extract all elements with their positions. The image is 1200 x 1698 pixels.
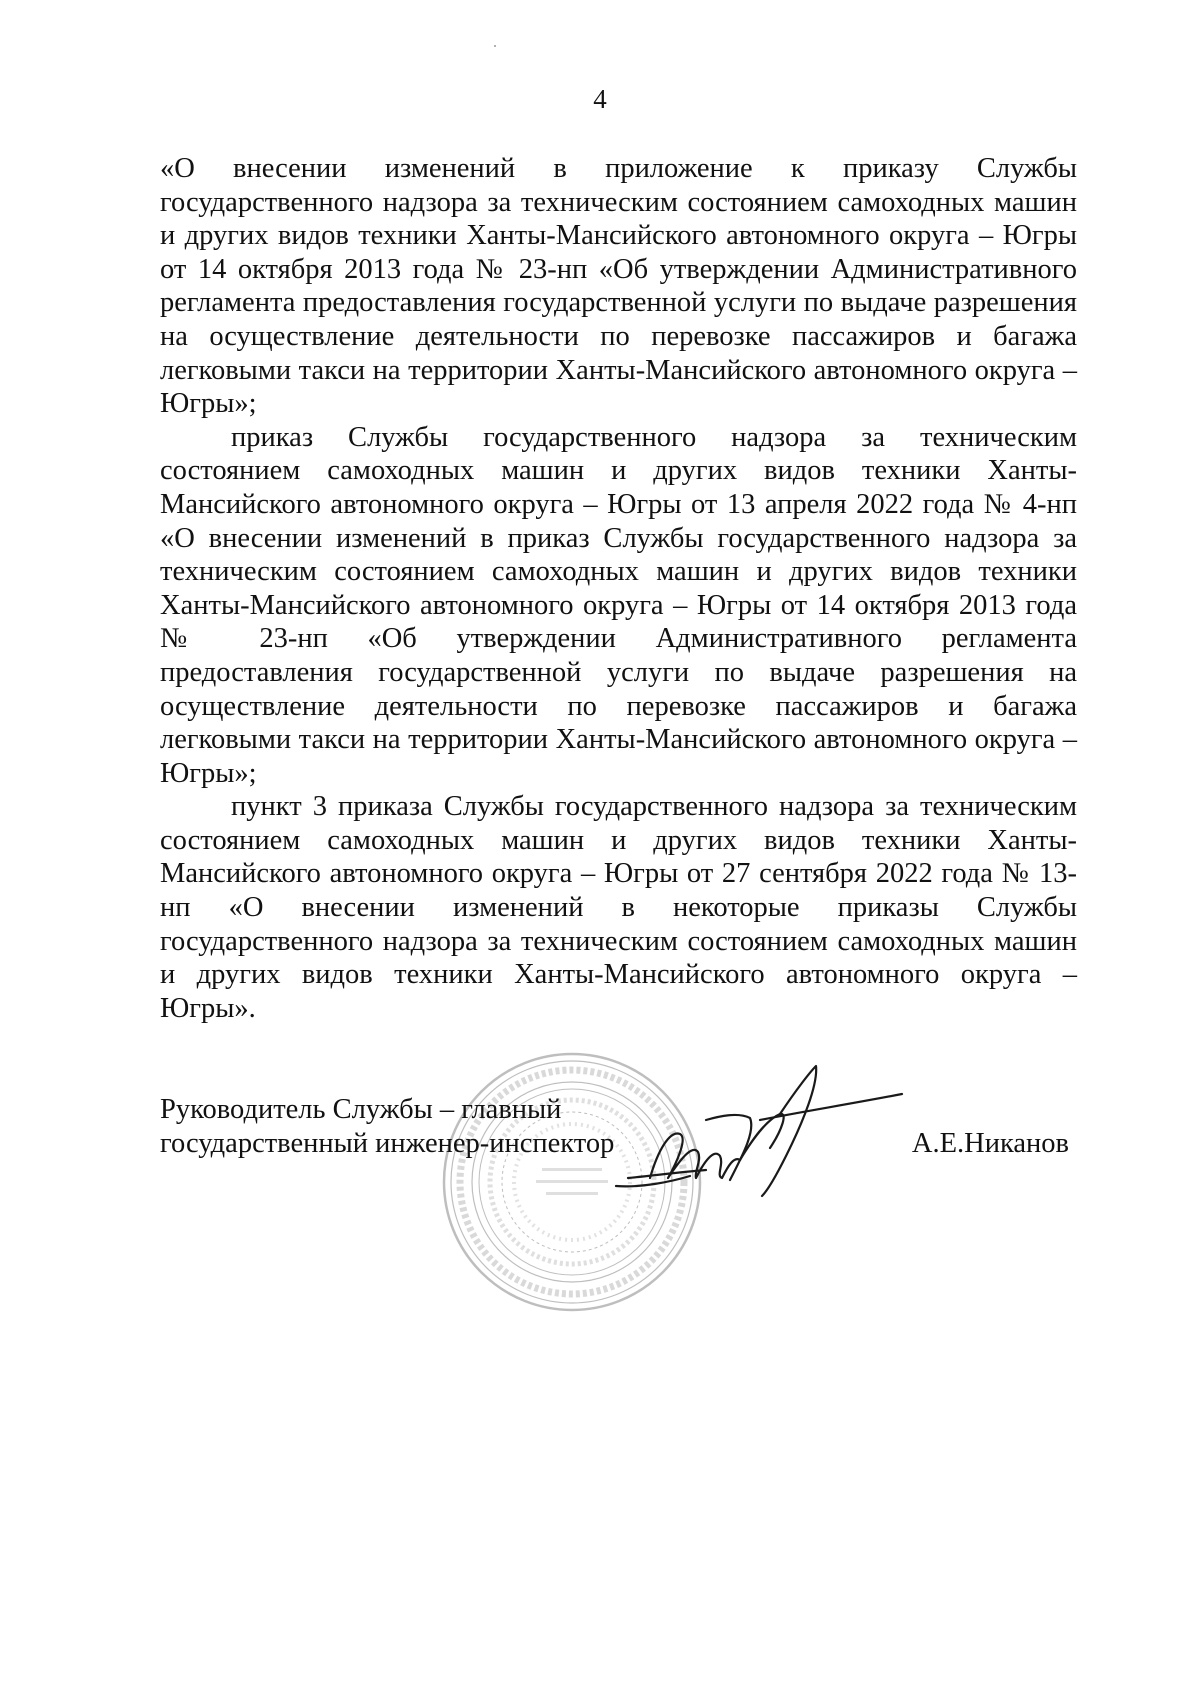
document-body [160, 152, 1077, 1025]
paragraph-continuation: «О внесении изменений в приложение к приказу Службы государственного надзора за техническим состоянием самоходных машин и других видов техники Ханты-Мансийского автономного округа – Югры от 14 октября 2013 года № 23-нп «Об утверждении Административного регламента предоставления государственной услуги по выдаче разрешения на осуществление деятельности по перевозке пассажиров и багажа легковыми такси на территории Ханты-Мансийского автономного округа – Югры»; [160, 153, 1077, 420]
signatory-position-line-1: Руководитель Службы – главный [160, 1094, 562, 1125]
page-number: 4 [593, 84, 607, 114]
signatory-name: А.Е.Никанов [911, 1128, 1069, 1159]
paragraph-order-2022-09: пункт 3 приказа Службы государственного надзора за техническим состоянием самоходных машин и других видов техники Ханты-Мансийского автономного округа – Югры от 27 сентября 2022 года № 13-нп «О внесении изменений в некоторые приказы Службы государственного надзора за техническим состоянием самоходных машин и других видов техники Ханты-Мансийского автономного округа – Югры». [160, 791, 1077, 1024]
handwritten-signature-icon [610, 1060, 910, 1220]
signatory-position-line-2: государственный инженер-инспектор [160, 1128, 615, 1159]
paragraph-order-2022-04: приказ Службы государственного надзора за техническим состоянием самоходных машин и других видов техники Ханты-Мансийского автономного округа – Югры от 13 апреля 2022 года № 4-нп «О внесении изменений в приказ Службы государственного надзора за техническим состоянием самоходных машин и других видов техники Ханты-Мансийского автономного округа – Югры от 14 октября 2013 года № 23-нп «Об утверждении Административного регламента предоставления государственной услуги по выдаче разрешения на осуществление деятельности по перевозке пассажиров и багажа легковыми такси на территории Ханты-Мансийского автономного округа – Югры»; [160, 421, 1077, 789]
signatory-position [160, 1093, 630, 1161]
scan-speck [494, 45, 496, 47]
